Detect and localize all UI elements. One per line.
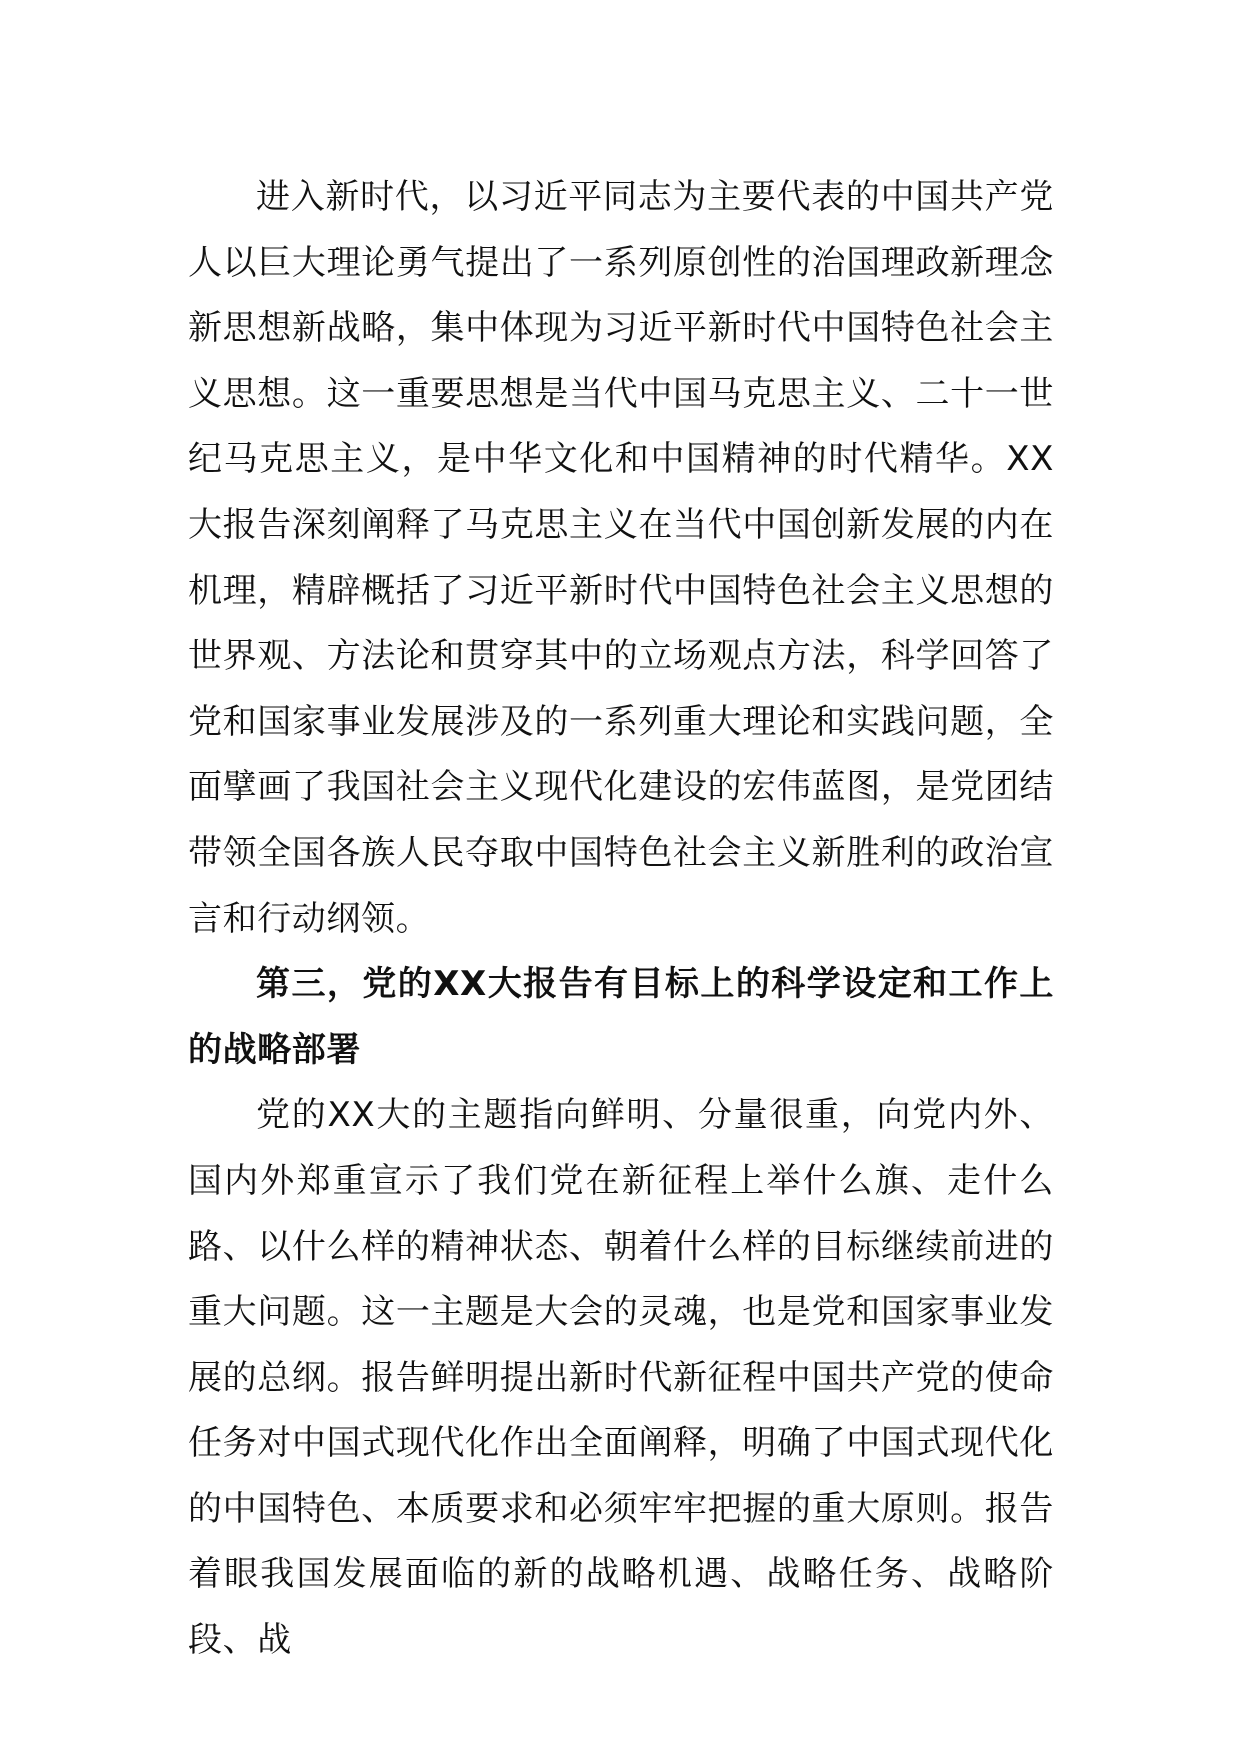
section-heading-third: 第三，党的XX大报告有目标上的科学设定和工作上的战略部署 [188,964,1054,1070]
paragraph-congress-theme: 党的XX大的主题指向鲜明、分量很重，向党内外、国内外郑重宣示了我们党在新征程上举什么旗、走什么路、以什么样的精神状态、朝着什么样的目标继续前进的重大问题。这一主题是大会的灵魂，也是党和国家事业发展的总纲。报告鲜明提出新时代新征程中国共产党的使命任务对中国式现代化作出全面阐释，明确了中国式现代化的中国特色、本质要求和必须牢牢把握的重大原则。报告着眼我国发展面临的新的战略机遇、战略任务、战略阶段、战 [188,1095,1054,1661]
document-body [188,165,1054,1674]
paragraph-new-era-thought: 进入新时代，以习近平同志为主要代表的中国共产党人以巨大理论勇气提出了一系列原创性的治国理政新理念新思想新战略，集中体现为习近平新时代中国特色社会主义思想。这一重要思想是当代中国马克思主义、二十一世纪马克思主义，是中华文化和中国精神的时代精华。XX大报告深刻阐释了马克思主义在当代中国创新发展的内在机理，精辟概括了习近平新时代中国特色社会主义思想的世界观、方法论和贯穿其中的立场观点方法，科学回答了党和国家事业发展涉及的一系列重大理论和实践问题，全面擘画了我国社会主义现代化建设的宏伟蓝图，是党团结带领全国各族人民夺取中国特色社会主义新胜利的政治宣言和行动纲领。 [188,177,1054,939]
